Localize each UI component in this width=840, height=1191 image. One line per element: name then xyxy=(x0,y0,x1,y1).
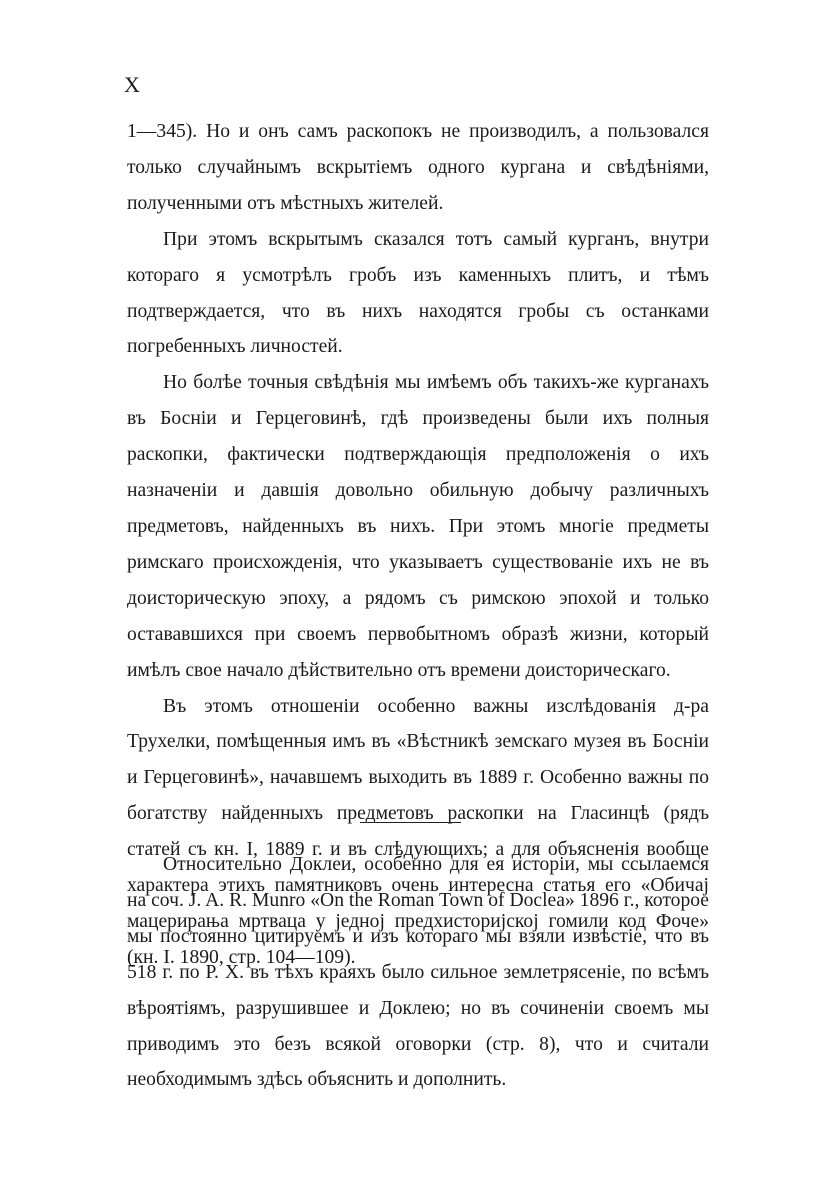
section-divider xyxy=(360,822,461,823)
page-number: X xyxy=(124,72,141,97)
paragraph: Но болѣе точныя свѣдѣнія мы имѣемъ объ такихъ-же курганахъ въ Босніи и Герцеговинѣ, гдѣ произведены были ихъ полныя раскопки, фактически подтверждающія предположенія о ихъ назначеніи и давшія довольно обильную добычу различныхъ предметовъ, найденныхъ въ нихъ. При этомъ многіе предметы римскаго происхожденія, что указываетъ существованіе ихъ не въ доисторическую эпоху, а рядомъ съ римскою эпохой и только остававшихся при своемъ первобытномъ образѣ жизни, который имѣлъ свое начало дѣйствительно отъ времени доисторическаго. xyxy=(127,372,709,681)
text-section-2 xyxy=(127,847,709,1098)
paragraph: Въ этомъ отношеніи особенно важны изслѣдованія д-ра Трухелки, помѣщенныя имъ въ «Вѣстникѣ земскаго музея въ Босніи и Герцеговинѣ», начавшемъ выходить въ 1889 г. Особенно важны по богатству найденныхъ предметовъ раскопки на Гласинцѣ (рядъ статей съ кн. I, 1889 г. и въ слѣдующихъ; а для объясненія вообще характера этихъ памятниковъ очень интересна статья его «Обичај мацерирања мртваца у једној предхисторијској гомили код Фоче» (кн. I. 1890, стр. 104—109). xyxy=(127,695,709,968)
paragraph: При этомъ вскрытымъ сказался тотъ самый курганъ, внутри котораго я усмотрѣлъ гробъ изъ каменныхъ плитъ, и тѣмъ подтверждается, что въ нихъ находятся гробы съ останками погребенныхъ личностей. xyxy=(127,228,709,358)
paragraph: Относительно Доклеи, особенно для ея исторіи, мы ссылаемся на соч. J. A. R. Munro «On the Roman Town of Doclea» 1896 г., которое мы постоянно цитируемъ и изъ котораго мы взяли извѣстіе, что въ 518 г. по Р. Х. въ тѣхъ краяхъ было сильное землетрясеніе, по всѣмъ вѣроятіямъ, разрушившее и Доклею; но въ сочиненіи своемъ мы приводимъ это безъ всякой оговорки (стр. 8), что и считали необходимымъ здѣсь объяснить и дополнить. xyxy=(127,854,709,1091)
paragraph-continuation: 1—345). Но и онъ самъ раскопокъ не производилъ, а пользовался только случайнымъ вскрытіемъ одного кургана и свѣдѣніями, полученными отъ мѣстныхъ жителей. xyxy=(127,121,709,214)
